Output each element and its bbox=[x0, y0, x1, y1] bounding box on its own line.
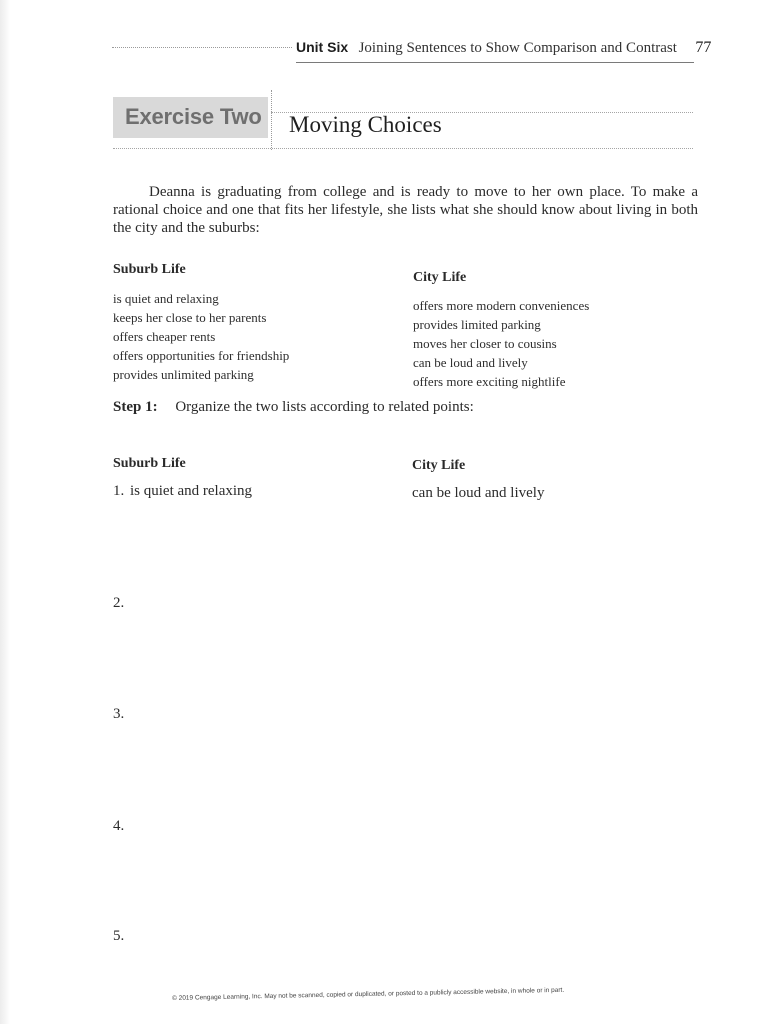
organize-city-heading: City Life bbox=[412, 458, 466, 473]
suburb-heading: Suburb Life bbox=[113, 262, 186, 277]
list-item: moves her closer to cousins bbox=[413, 336, 557, 351]
list-item: offers opportunities for friendship bbox=[113, 348, 290, 363]
unit-label: Unit Six bbox=[296, 39, 349, 55]
copyright-footer: © 2019 Cengage Learning, Inc. May not be scanned, copied or duplicated, or posted to a publicly accessible website, in whole or in part. bbox=[172, 986, 565, 1002]
step-text: Organize the two lists according to related points: bbox=[175, 399, 474, 415]
step-instruction bbox=[113, 399, 474, 416]
exercise-title: Moving Choices bbox=[289, 112, 442, 137]
city-heading: City Life bbox=[413, 270, 467, 285]
list-item: offers more modern conveniences bbox=[413, 298, 590, 313]
list-item: offers more exciting nightlife bbox=[413, 374, 566, 389]
list-item: provides limited parking bbox=[413, 317, 541, 332]
list-item: can be loud and lively bbox=[413, 355, 528, 370]
list-item: offers cheaper rents bbox=[113, 329, 216, 344]
scan-edge-shadow bbox=[0, 0, 10, 1024]
exercise-bottom-rule bbox=[113, 148, 693, 149]
page-number: 77 bbox=[695, 39, 712, 56]
row-number: 2. bbox=[113, 595, 125, 611]
row-number: 3. bbox=[113, 706, 125, 722]
header-dotted-rule bbox=[112, 47, 292, 48]
list-item: keeps her close to her parents bbox=[113, 310, 267, 325]
row-number: 5. bbox=[113, 928, 125, 944]
intro-paragraph: Deanna is graduating from college and is ready to move to her own place. To make a rational choice and one that fits her lifestyle, she lists what she should know about living in both the city and the suburbs: bbox=[113, 184, 698, 236]
list-item: provides unlimited parking bbox=[113, 367, 254, 382]
running-header bbox=[296, 38, 711, 57]
exercise-divider bbox=[271, 90, 272, 150]
city-answer: can be loud and lively bbox=[412, 485, 545, 501]
suburb-list bbox=[113, 289, 289, 384]
suburb-answer: is quiet and relaxing bbox=[130, 483, 253, 499]
row-number: 1. bbox=[113, 483, 125, 499]
exercise-label: Exercise Two bbox=[125, 104, 262, 129]
list-item: is quiet and relaxing bbox=[113, 291, 219, 306]
city-list bbox=[413, 296, 589, 391]
chapter-title: Joining Sentences to Show Comparison and Contrast bbox=[358, 40, 677, 56]
step-label: Step 1: bbox=[113, 399, 158, 415]
header-rule bbox=[296, 62, 694, 63]
row-number: 4. bbox=[113, 818, 125, 834]
organize-suburb-heading: Suburb Life bbox=[113, 456, 186, 471]
